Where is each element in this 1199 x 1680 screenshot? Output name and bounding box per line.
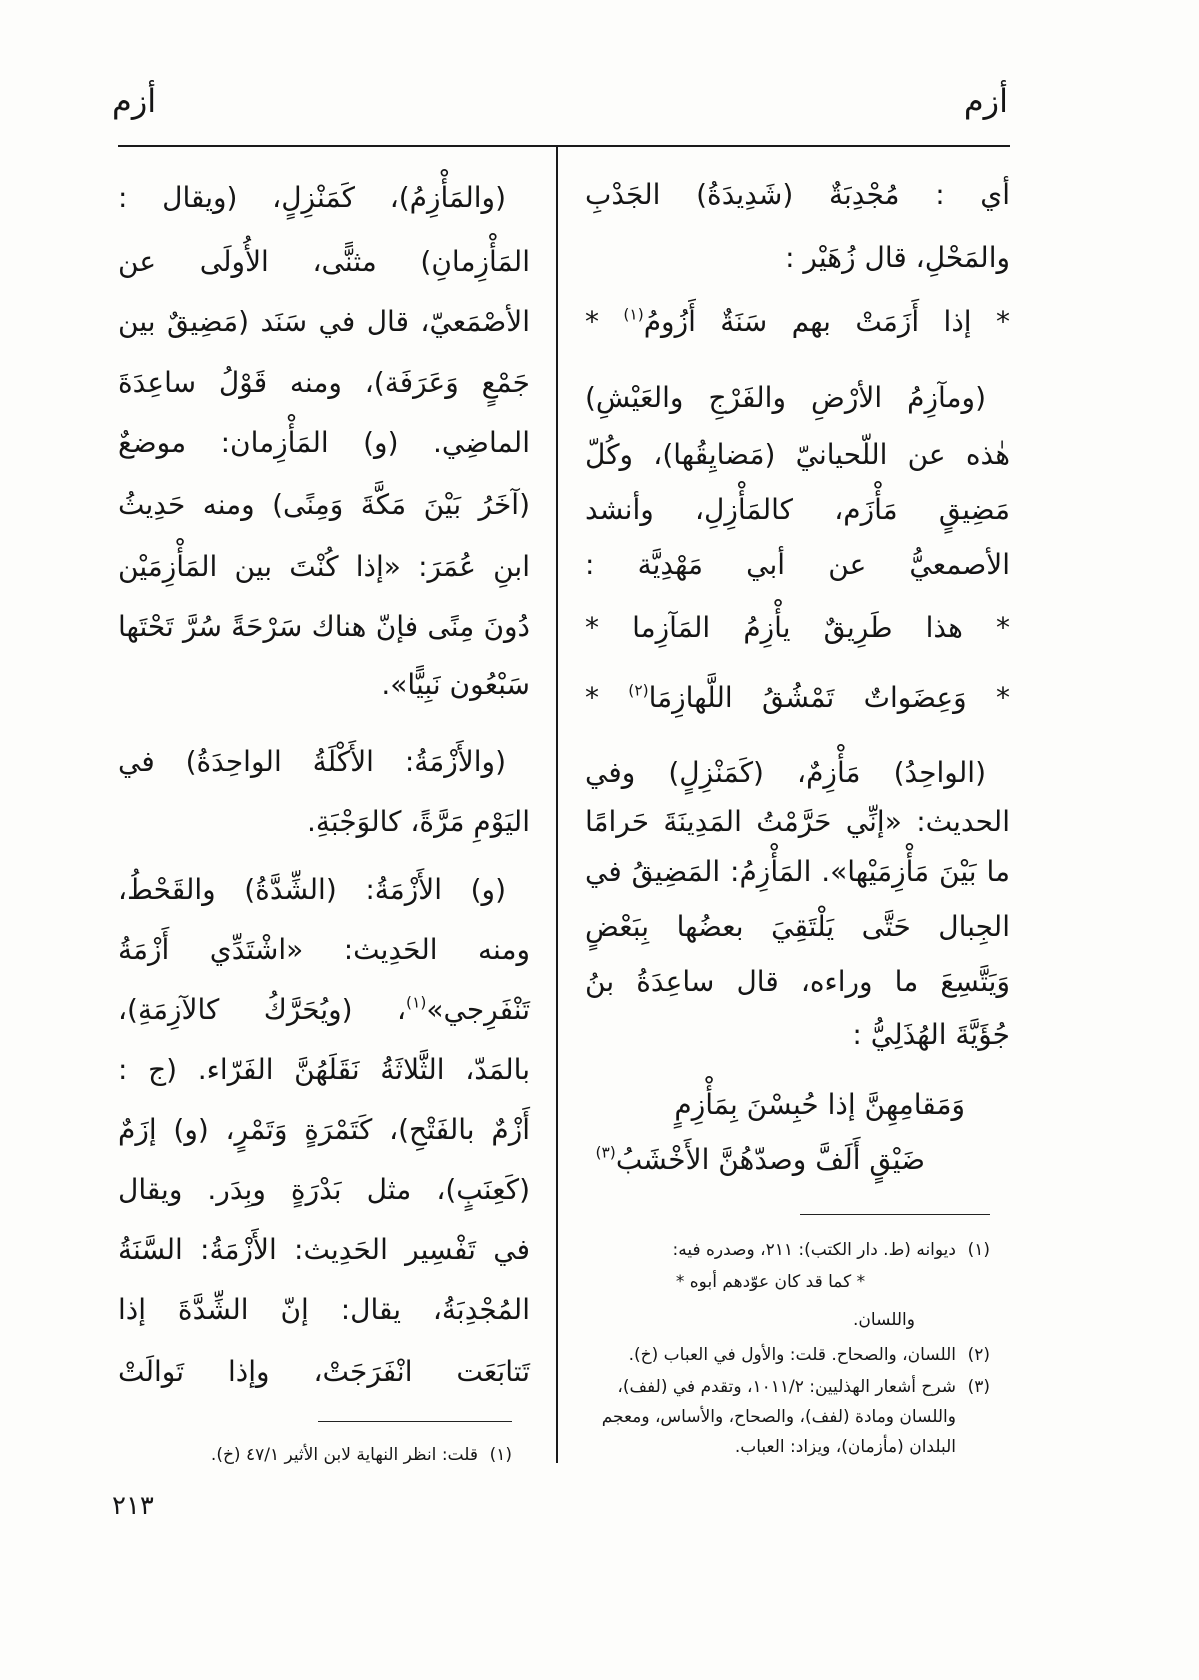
text-line: الحديث: «إنِّي حَرَّمْتُ المَدِينَةَ حَرامًا <box>585 805 1010 838</box>
verse-text: * <box>585 305 624 338</box>
text-line: المُجْدِبَةُ، يقال: إنّ الشِّدَّةَ إذا <box>118 1293 530 1326</box>
footnote-separator <box>800 1214 990 1215</box>
column-divider <box>556 145 558 1463</box>
text-line: أي : مُجْدِبَةٌ (شَدِيدَةُ) الجَدْبِ <box>585 178 1010 211</box>
paragraph-start-line: (ومآزِمُ الأرْضِ والفَرْجِ والعَيْشِ) <box>585 381 986 414</box>
text-line: ما بَيْنَ مَأْزِمَيْها». المَأْزِمُ: المَضِيقُ في <box>585 855 1010 888</box>
text-line: هٰذه عن اللّحيانيّ (مَضايِقُها)، وكُلّ <box>585 438 1010 471</box>
footnote-text: واللسان. <box>853 1310 915 1330</box>
verse-text: * وَعِضَواتٌ تَمْشُقُ اللَّهازِمَا <box>648 681 1010 714</box>
verse-line: * هذا طَرِيقٌ يأْزِمُ المَآزِما * <box>585 611 1010 644</box>
page-number: ٢١٣ <box>112 1491 154 1521</box>
verse-line <box>585 1132 1010 1188</box>
text-line: والمَحْلِ، قال زُهَيْر : <box>785 241 1010 274</box>
header-rule <box>118 145 1010 147</box>
footnote-number: (١) <box>489 1445 512 1465</box>
footnote-ref: (١) <box>623 305 644 324</box>
verse-text: * إذا أَزَمَتْ بهم سَنَةٌ أَزُومُ <box>643 305 1010 338</box>
paragraph-start-line: (والمَأْزِمُ)، كَمَنْزِلٍ، (ويقال : <box>118 181 506 214</box>
footnote-verse: * كما قد كان عوّدهم أبوه * <box>675 1272 866 1292</box>
footnote-text: واللسان ومادة (لفف)، والصحاح، والأساس، ومعجم <box>601 1407 956 1427</box>
verse-line <box>585 294 1010 350</box>
footnote-ref: (٢) <box>628 681 649 700</box>
text-line: الأصْمَعيّ، قال في سَنَد (مَضِيقٌ بين <box>118 305 530 338</box>
text-line: الأصمعيُّ عن أبي مَهْدِيَّة : <box>585 548 1010 581</box>
footnote-number: (٣) <box>967 1377 990 1397</box>
verse-line: وَمَقامِهِنَّ إذا حُبِسْنَ بِمَأْزِمٍ <box>674 1088 965 1121</box>
running-head-left: أزم <box>112 82 157 120</box>
text-line: ابنِ عُمَرَ: «إذا كُنْتَ بين المَأْزِمَيْن <box>118 550 530 583</box>
line-text: تَنْفَرِجي» <box>426 993 530 1026</box>
text-line: تَتابَعَت انْفَرَجَتْ، وإذا تَوالَتْ <box>118 1355 530 1388</box>
footnote-number: (١) <box>967 1240 990 1260</box>
text-line: (كَعِنَبٍ)، مثل بَدْرَةٍ وبِدَر. ويقال <box>118 1173 530 1206</box>
text-line <box>118 982 530 1038</box>
text-line: ومنه الحَدِيث: «اشْتَدِّي أَزْمَةُ <box>118 933 530 966</box>
paragraph-start-line: (و) الأَزْمَةُ: (الشِّدَّةُ) والقَحْطُ، <box>118 873 506 906</box>
text-line: أَزْمٌ بالفَتْحِ)، كَتَمْرَةٍ وَتَمْرٍ، (و) إزَمٌ <box>118 1113 530 1146</box>
text-line: دُونَ مِنًى فإنّ هناك سَرْحَةً سُرَّ تَحْتَها <box>118 610 530 643</box>
text-line: جَمْعٍ وَعَرَفَة)، ومنه قَوْلُ ساعِدَةَ <box>118 366 530 399</box>
text-line: الماضِي. (و) المَأْزِمان: موضعٌ <box>118 426 530 459</box>
text-line: (آخَرُ بَيْنَ مَكَّةَ وَمِنًى) ومنه حَدِيثُ <box>118 488 530 521</box>
footnote <box>585 1236 990 1264</box>
paragraph-start-line: (والأَزْمَةُ: الأَكْلَةُ الواحِدَةُ) في <box>118 745 506 778</box>
footnote-ref: (١) <box>406 993 427 1012</box>
verse-text: ضَيْقٍ أَلَفَّ وصدّهُنَّ الأَخْشَبُ <box>615 1143 925 1176</box>
footnote <box>118 1441 512 1469</box>
footnote-ref: (٣) <box>595 1143 616 1162</box>
footnote <box>585 1373 990 1401</box>
text-line: اليَوْمِ مَرَّةً، كالوَجْبَةِ. <box>306 805 530 838</box>
footnote-separator <box>318 1421 512 1422</box>
text-line: سَبْعُون نَبِيًّا». <box>381 668 530 701</box>
footnote-text: البلدان (مأزمان)، ويزاد: العباب. <box>734 1437 956 1457</box>
text-line: وَيَتَّسِعَ ما وراءه، قال ساعِدَةُ بنُ <box>585 965 1010 998</box>
text-line: الجِبال حَتَّى يَلْتَقِيَ بعضُها بِبَعْضٍ <box>585 910 1010 943</box>
footnote-text: شرح أشعار الهذليين: ١٠١١/٢، وتقدم في (لفف)، <box>617 1377 956 1397</box>
footnote-text: اللسان، والصحاح. قلت: والأول في العباب (خ). <box>628 1345 956 1365</box>
verse-line <box>585 670 1010 726</box>
footnote-text: قلت: انظر النهاية لابن الأثير ٤٧/١ (خ). <box>210 1445 478 1465</box>
text-line: جُؤَيَّةَ الهُذَلِيُّ : <box>852 1018 1010 1051</box>
line-text: ، (ويُحَرَّكُ كالآزِمَةِ)، <box>118 993 407 1026</box>
text-line: في تَفْسِير الحَدِيث: الأَزْمَةُ: السَّنَةُ <box>118 1233 530 1266</box>
running-head-right: أزم <box>963 82 1008 120</box>
text-line: بالمَدّ، الثَّلاثَةُ نَقَلَهُنَّ الفَرّاء. (ج : <box>118 1053 530 1086</box>
text-line: مَضِيقٍ مَأْزَم، كالمَأْزِلِ، وأنشد <box>585 493 1010 526</box>
verse-text: * <box>585 681 629 714</box>
paragraph-start-line: (الواحِدُ) مَأْزِمٌ، (كَمَنْزِلٍ) وفي <box>585 756 986 789</box>
footnote-text: ديوانه (ط. دار الكتب): ٢١١، وصدره فيه: <box>672 1240 956 1260</box>
text-line: المَأْزِمانِ) مثنًّى، الأُولَى عن <box>118 245 530 278</box>
footnote-number: (٢) <box>967 1345 990 1365</box>
footnote <box>585 1341 990 1369</box>
